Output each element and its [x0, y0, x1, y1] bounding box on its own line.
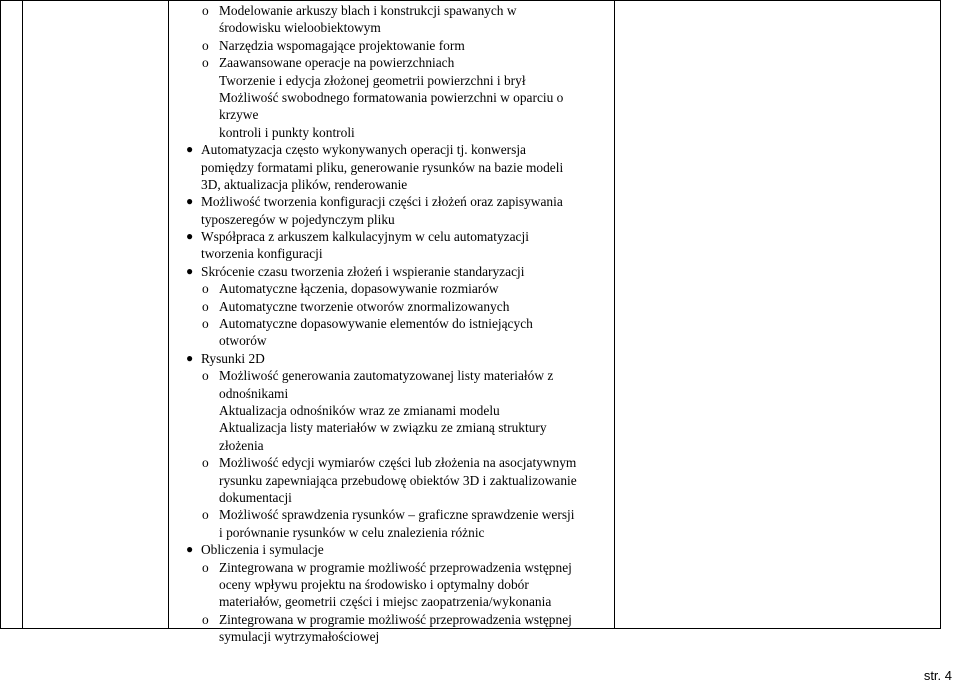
- list-item-text: tworzenia konfiguracji: [201, 246, 323, 262]
- list-item-text: krzywe: [219, 107, 259, 123]
- list-item-text: środowisku wieloobiektowym: [219, 20, 381, 36]
- list-item-text: Możliwość swobodnego formatowania powierzchni w oparciu o: [219, 89, 564, 105]
- list-item: [185, 559, 610, 576]
- list-item-text: Skrócenie czasu tworzenia złożeń i wspieranie standaryzacji: [201, 263, 525, 279]
- table-border-right: [940, 0, 941, 629]
- list-item-text: Możliwość generowania zautomatyzowanej listy materiałów z: [219, 368, 554, 384]
- table-column-divider: [22, 0, 23, 629]
- list-item: [185, 350, 610, 367]
- list-item-text: Tworzenie i edycja złożonej geometrii powierzchni i brył: [219, 72, 526, 88]
- list-item: [185, 419, 610, 436]
- list-item: [185, 72, 610, 89]
- list-item: [185, 489, 610, 506]
- list-item-text: Automatyczne dopasowywanie elementów do istniejących: [219, 316, 533, 332]
- list-item-text: Zintegrowana w programie możliwość przeprowadzenia wstępnej: [219, 611, 572, 627]
- table-column-divider: [168, 0, 169, 629]
- circle-bullet-icon: o: [202, 368, 209, 384]
- list-item-text: pomiędzy formatami pliku, generowanie rysunków na bazie modeli: [201, 159, 564, 175]
- list-item-text: Narzędzia wspomagające projektowanie form: [219, 37, 465, 53]
- list-item: [185, 437, 610, 454]
- list-item-text: Automatyczne tworzenie otworów znormalizowanych: [219, 298, 510, 314]
- list-item: [185, 228, 610, 245]
- list-item-text: materiałów, geometrii części i miejsc zaopatrzenia/wykonania: [219, 594, 552, 610]
- list-item: [185, 298, 610, 315]
- list-item-text: Automatyczne łączenia, dopasowywanie rozmiarów: [219, 281, 499, 297]
- list-item-text: otworów: [219, 333, 267, 349]
- list-item-text: Współpraca z arkuszem kalkulacyjnym w celu automatyzacji: [201, 229, 529, 245]
- list-item: [185, 576, 610, 593]
- bullet-icon: ●: [186, 142, 194, 157]
- list-item-text: Automatyzacja często wykonywanych operacji tj. konwersja: [201, 142, 526, 158]
- circle-bullet-icon: o: [202, 55, 209, 71]
- list-item-text: Możliwość sprawdzenia rysunków – graficzne sprawdzenie wersji: [219, 507, 575, 523]
- list-item: [185, 628, 610, 645]
- list-item: [185, 19, 610, 36]
- list-item-text: oceny wpływu projektu na środowisko i optymalny dobór: [219, 576, 529, 592]
- circle-bullet-icon: o: [202, 316, 209, 332]
- list-item: [185, 176, 610, 193]
- list-item: [185, 54, 610, 71]
- list-item: [185, 141, 610, 158]
- table-border-top: [0, 0, 941, 1]
- list-item: [185, 332, 610, 349]
- circle-bullet-icon: o: [202, 611, 209, 627]
- list-item-text: Zaawansowane operacje na powierzchniach: [219, 55, 455, 71]
- page-number: str. 4: [923, 668, 952, 683]
- list-item-text: złożenia: [219, 437, 264, 453]
- table-border-left: [0, 0, 1, 629]
- list-item: [185, 367, 610, 384]
- list-item: [185, 472, 610, 489]
- circle-bullet-icon: o: [202, 559, 209, 575]
- bullet-icon: ●: [186, 229, 194, 244]
- list-item-text: kontroli i punkty kontroli: [219, 124, 355, 140]
- list-item: [185, 211, 610, 228]
- bullet-icon: ●: [186, 350, 194, 365]
- list-item: [185, 541, 610, 558]
- bullet-icon: ●: [186, 542, 194, 557]
- bullet-icon: ●: [186, 263, 194, 278]
- list-item-text: symulacji wytrzymałościowej: [219, 629, 380, 645]
- list-item: [185, 106, 610, 123]
- list-item: [185, 593, 610, 610]
- list-item: [185, 524, 610, 541]
- list-item-text: Aktualizacja listy materiałów w związku ze zmianą struktury: [219, 420, 547, 436]
- list-item: [185, 159, 610, 176]
- list-item-text: Obliczenia i symulacje: [201, 542, 324, 558]
- list-item-text: odnośnikami: [219, 385, 289, 401]
- list-item: [185, 124, 610, 141]
- list-item: [185, 37, 610, 54]
- list-item-text: rysunku zapewniająca przebudowę obiektów 3D i zaktualizowanie: [219, 472, 577, 488]
- list-item: [185, 454, 610, 471]
- list-item-text: Aktualizacja odnośników wraz ze zmianami modelu: [219, 402, 500, 418]
- circle-bullet-icon: o: [202, 37, 209, 53]
- circle-bullet-icon: o: [202, 3, 209, 18]
- circle-bullet-icon: o: [202, 507, 209, 523]
- list-item: [185, 611, 610, 628]
- list-item: [185, 2, 610, 19]
- list-item: [185, 245, 610, 262]
- list-item: [185, 315, 610, 332]
- list-item-text: Możliwość tworzenia konfiguracji części i złożeń oraz zapisywania: [201, 194, 563, 210]
- list-item-text: 3D, aktualizacja plików, renderowanie: [201, 176, 408, 192]
- circle-bullet-icon: o: [202, 455, 209, 471]
- list-item: [185, 193, 610, 210]
- list-item: [185, 89, 610, 106]
- list-item: [185, 280, 610, 297]
- list-item: [185, 506, 610, 523]
- list-item-text: Możliwość edycji wymiarów części lub złożenia na asocjatywnym: [219, 455, 577, 471]
- list-item-text: Rysunki 2D: [201, 350, 265, 366]
- list-item-text: typoszeregów w pojedynczym pliku: [201, 211, 395, 227]
- circle-bullet-icon: o: [202, 298, 209, 314]
- list-item-text: Zintegrowana w programie możliwość przeprowadzenia wstępnej: [219, 559, 572, 575]
- list-item: [185, 263, 610, 280]
- feature-list: [185, 2, 610, 645]
- list-item-text: i porównanie rysunków w celu znalezienia różnic: [219, 524, 485, 540]
- bullet-icon: ●: [186, 194, 194, 209]
- list-item: [185, 402, 610, 419]
- circle-bullet-icon: o: [202, 281, 209, 297]
- list-item-text: Modelowanie arkuszy blach i konstrukcji spawanych w: [219, 3, 517, 18]
- list-item: [185, 385, 610, 402]
- list-item-text: dokumentacji: [219, 489, 292, 505]
- table-column-divider: [614, 0, 615, 629]
